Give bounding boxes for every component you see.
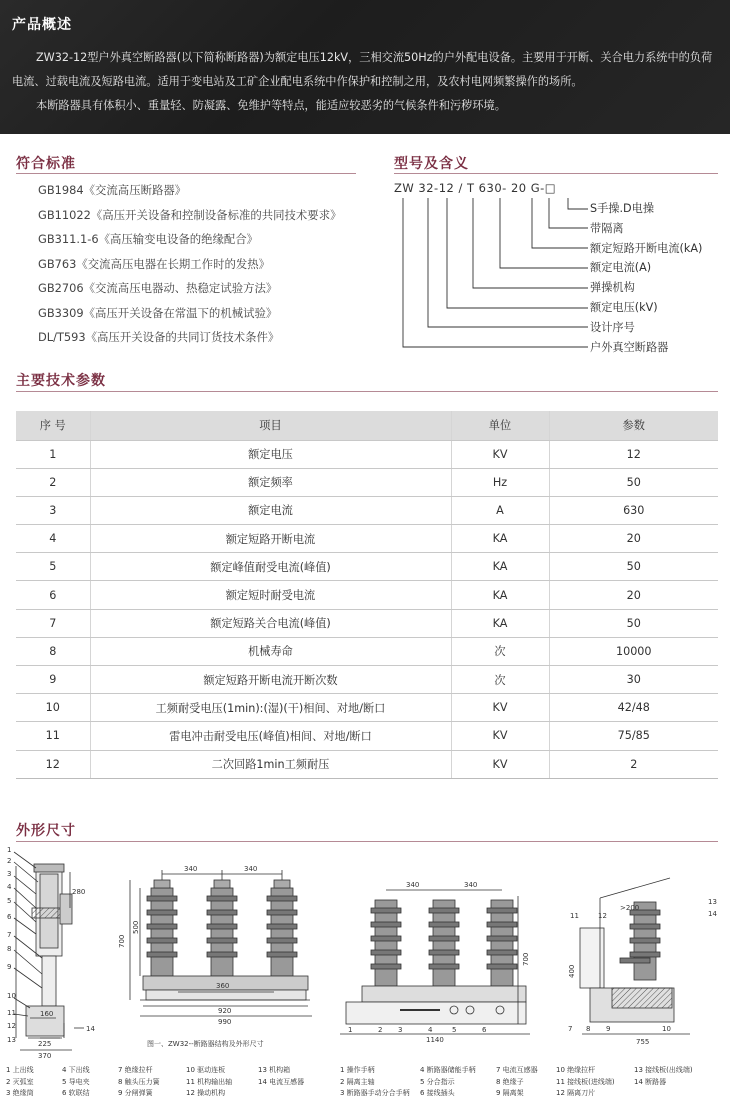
col-header-value: 参数	[549, 411, 718, 440]
overview-title: 产品概述	[12, 17, 72, 33]
cell-index: 6	[16, 581, 90, 609]
legend-left-col2: 4 下出线 5 导电夹 6 软联结	[62, 1066, 90, 1097]
model-label-list	[590, 199, 702, 357]
svg-text:3: 3	[398, 1026, 403, 1034]
model-label: S手操.D电操	[590, 202, 655, 215]
standards-title: 符合标准	[16, 156, 76, 172]
cell-value: 50	[549, 468, 718, 496]
svg-text:1: 1	[7, 846, 12, 854]
svg-text:2: 2	[378, 1026, 383, 1034]
dimensions-title: 外形尺寸	[16, 823, 76, 839]
cell-value: 50	[549, 609, 718, 637]
model-label: 额定短路开断电流(kA)	[590, 241, 703, 255]
cell-value: 30	[549, 666, 718, 694]
standard-item: GB2706《交流高压电器动、热稳定试验方法》	[38, 281, 278, 295]
cell-index: 11	[16, 722, 90, 750]
standard-item: GB3309《高压开关设备在常温下的机械试验》	[38, 305, 278, 320]
svg-text:700: 700	[522, 952, 530, 966]
pole-1	[147, 880, 177, 976]
cell-index: 2	[16, 468, 90, 496]
isolator-side-view	[580, 878, 690, 1034]
cell-value: 50	[549, 553, 718, 581]
svg-text:5: 5	[452, 1026, 457, 1034]
cell-unit: KA	[451, 525, 549, 553]
overview-paragraph-1: ZW32-12型户外真空断路器(以下简称断路器)为额定电压12kV，三相交流50Hz的户外配电设备。主要用于开断、关合电力系统中的负荷电流、过载电流及短路电流。适用于变电站及工矿企业配电系统中作保护和控制之用，及农村电网频繁操作的场所。	[12, 51, 713, 88]
cell-unit: KV	[451, 694, 549, 722]
svg-text:280: 280	[72, 888, 86, 896]
cell-value: 42/48	[549, 694, 718, 722]
cell-index: 12	[16, 750, 90, 778]
legend-left-col3: 7 绝缘拉杆 8 触头压力簧 9 分闸弹簧	[118, 1066, 160, 1097]
col-header-item: 项目	[90, 411, 451, 440]
cell-value: 75/85	[549, 722, 718, 750]
standards-divider	[16, 173, 356, 174]
cell-item: 额定短路开断电流开断次数	[90, 666, 451, 694]
svg-text:14: 14	[86, 1025, 95, 1033]
standards-list	[38, 178, 341, 350]
cell-unit: 次	[451, 666, 549, 694]
svg-text:12: 12	[598, 912, 607, 920]
model-title: 型号及含义	[394, 156, 469, 172]
cell-item: 额定峰值耐受电流(峰值)	[90, 553, 451, 581]
legend-left-col5: 13 机构箱 14 电流互感器	[258, 1066, 305, 1086]
cell-unit: 次	[451, 637, 549, 665]
isolator-front-view	[340, 890, 530, 1034]
cell-index: 5	[16, 553, 90, 581]
model-label: 额定电流(A)	[590, 261, 652, 275]
svg-text:500: 500	[132, 920, 140, 934]
svg-text:8: 8	[586, 1025, 591, 1033]
cell-item: 额定短路开断电流	[90, 525, 451, 553]
cell-unit: KV	[451, 750, 549, 778]
cell-item: 机械寿命	[90, 637, 451, 665]
cell-item: 额定短时耐受电流	[90, 581, 451, 609]
svg-text:5: 5	[7, 897, 12, 905]
standard-item: GB1984《交流高压断路器》	[38, 183, 187, 197]
cell-unit: KA	[451, 609, 549, 637]
cell-index: 10	[16, 694, 90, 722]
col-header-index: 序 号	[16, 411, 90, 440]
side-section-view	[14, 852, 84, 1050]
iso-pole-2	[429, 900, 459, 986]
table-row	[16, 722, 718, 750]
svg-text:11: 11	[570, 912, 579, 920]
table-row	[16, 496, 718, 524]
front-view	[130, 870, 312, 1016]
table-row	[16, 525, 718, 553]
svg-text:755: 755	[636, 1038, 650, 1046]
cell-item: 二次回路1min工频耐压	[90, 750, 451, 778]
overview-section	[0, 0, 730, 134]
cell-item: 工频耐受电压(1min):(湿)(干)相间、对地/断口	[90, 694, 451, 722]
iso-pole-3	[487, 900, 517, 986]
outline-drawing	[0, 838, 730, 1068]
legend-right-col2: 4 断路器储能手柄 5 分合指示 6 接线插头	[420, 1066, 476, 1097]
svg-text:8: 8	[7, 945, 12, 953]
standard-item: GB311.1-6《高压输变电设备的绝缘配合》	[38, 232, 259, 246]
svg-text:4: 4	[428, 1026, 433, 1034]
standard-item: GB11022《高压开关设备和控制设备标准的共同技术要求》	[38, 207, 342, 222]
svg-text:11: 11	[7, 1009, 16, 1017]
svg-text:13: 13	[7, 1036, 16, 1044]
spec-table	[16, 411, 718, 779]
svg-text:340: 340	[464, 881, 478, 889]
legend-left-col4: 10 驱动连板 11 机构输出轴 12 操动机构	[186, 1066, 233, 1097]
pole-2	[207, 880, 237, 976]
cell-index: 1	[16, 440, 90, 468]
svg-text:370: 370	[38, 1052, 52, 1060]
cell-index: 4	[16, 525, 90, 553]
svg-text:9: 9	[7, 963, 12, 971]
svg-text:360: 360	[216, 982, 230, 990]
legend-right-col1: 1 操作手柄 2 隔离主轴 3 断路器手动分合手柄	[340, 1066, 410, 1097]
svg-text:3: 3	[7, 870, 12, 878]
cell-value: 20	[549, 525, 718, 553]
table-row	[16, 581, 718, 609]
cell-item: 雷电冲击耐受电压(峰值)相间、对地/断口	[90, 722, 451, 750]
cell-value: 12	[549, 440, 718, 468]
svg-text:340: 340	[244, 865, 258, 873]
cell-value: 2	[549, 750, 718, 778]
table-row	[16, 553, 718, 581]
table-row	[16, 440, 718, 468]
cell-value: 630	[549, 496, 718, 524]
cell-unit: KA	[451, 553, 549, 581]
svg-text:700: 700	[118, 934, 126, 948]
svg-text:340: 340	[184, 865, 198, 873]
svg-text:6: 6	[7, 913, 12, 921]
cell-value: 10000	[549, 637, 718, 665]
svg-text:2: 2	[7, 857, 12, 865]
model-label: 户外真空断路器	[590, 340, 669, 354]
svg-text:9: 9	[606, 1025, 611, 1033]
svg-text:7: 7	[7, 931, 12, 939]
cell-unit: KV	[451, 440, 549, 468]
cell-index: 3	[16, 496, 90, 524]
svg-text:6: 6	[482, 1026, 487, 1034]
pole-3	[267, 880, 297, 976]
svg-text:160: 160	[40, 1010, 54, 1018]
svg-text:13: 13	[708, 898, 717, 906]
front-view-labels	[118, 865, 257, 1026]
table-row	[16, 750, 718, 778]
table-row	[16, 609, 718, 637]
iso-pole-1	[371, 900, 401, 986]
col-header-unit: 单位	[451, 411, 549, 440]
svg-text:400: 400	[568, 964, 576, 978]
model-bracket-lines	[390, 192, 590, 352]
standard-item: DL/T593《高压开关设备的共同订货技术条件》	[38, 330, 280, 344]
overview-paragraph-2: 本断路器具有体积小、重量轻、防凝露、免维护等特点，能适应较恶劣的气候条件和污秽环境。	[36, 99, 506, 112]
legend-right-col3: 7 电流互感器 8 绝缘子 9 隔离架	[496, 1066, 538, 1097]
svg-text:7: 7	[568, 1025, 573, 1033]
svg-text:1: 1	[348, 1026, 353, 1034]
svg-text:990: 990	[218, 1018, 232, 1026]
legend-right-col5: 13 接线板(出线端) 14 断路器	[634, 1066, 693, 1086]
cell-item: 额定频率	[90, 468, 451, 496]
cell-item: 额定短路关合电流(峰值)	[90, 609, 451, 637]
cell-unit: KV	[451, 722, 549, 750]
model-code: ZW 32-12 / T 630- 20 G-□	[394, 181, 557, 195]
table-row	[16, 666, 718, 694]
legend-right-col4: 10 绝缘拉杆 11 接线板(进线端) 12 隔离刀片	[556, 1066, 615, 1097]
table-header-row	[16, 411, 718, 440]
model-label: 设计序号	[590, 320, 635, 334]
model-label: 额定电压(kV)	[590, 300, 658, 314]
cell-item: 额定电流	[90, 496, 451, 524]
cell-unit: Hz	[451, 468, 549, 496]
standard-item: GB763《交流高压电器在长期工作时的发热》	[38, 256, 271, 271]
legend-left-col1: 1 上出线 2 灭弧室 3 绝缘筒	[6, 1066, 34, 1097]
svg-text:10: 10	[662, 1025, 671, 1033]
cell-unit: KA	[451, 581, 549, 609]
table-row	[16, 468, 718, 496]
specs-divider	[16, 391, 718, 392]
cell-index: 8	[16, 637, 90, 665]
table-row	[16, 694, 718, 722]
svg-text:920: 920	[218, 1007, 232, 1015]
svg-text:225: 225	[38, 1040, 52, 1048]
figure-caption: 图一、ZW32--断路器结构及外形尺寸	[147, 1040, 264, 1048]
specs-title: 主要技术参数	[16, 373, 106, 389]
svg-text:340: 340	[406, 881, 420, 889]
model-label: 弹操机构	[590, 281, 635, 295]
cell-index: 7	[16, 609, 90, 637]
cell-item: 额定电压	[90, 440, 451, 468]
cell-value: 20	[549, 581, 718, 609]
table-row	[16, 637, 718, 665]
model-label: 带隔离	[590, 221, 624, 235]
cell-index: 9	[16, 666, 90, 694]
model-divider	[394, 173, 718, 174]
svg-text:12: 12	[7, 1022, 16, 1030]
svg-text:1140: 1140	[426, 1036, 444, 1044]
cell-unit: A	[451, 496, 549, 524]
svg-text:4: 4	[7, 883, 12, 891]
svg-text:>200: >200	[620, 904, 640, 912]
svg-text:14: 14	[708, 910, 717, 918]
svg-text:10: 10	[7, 992, 16, 1000]
